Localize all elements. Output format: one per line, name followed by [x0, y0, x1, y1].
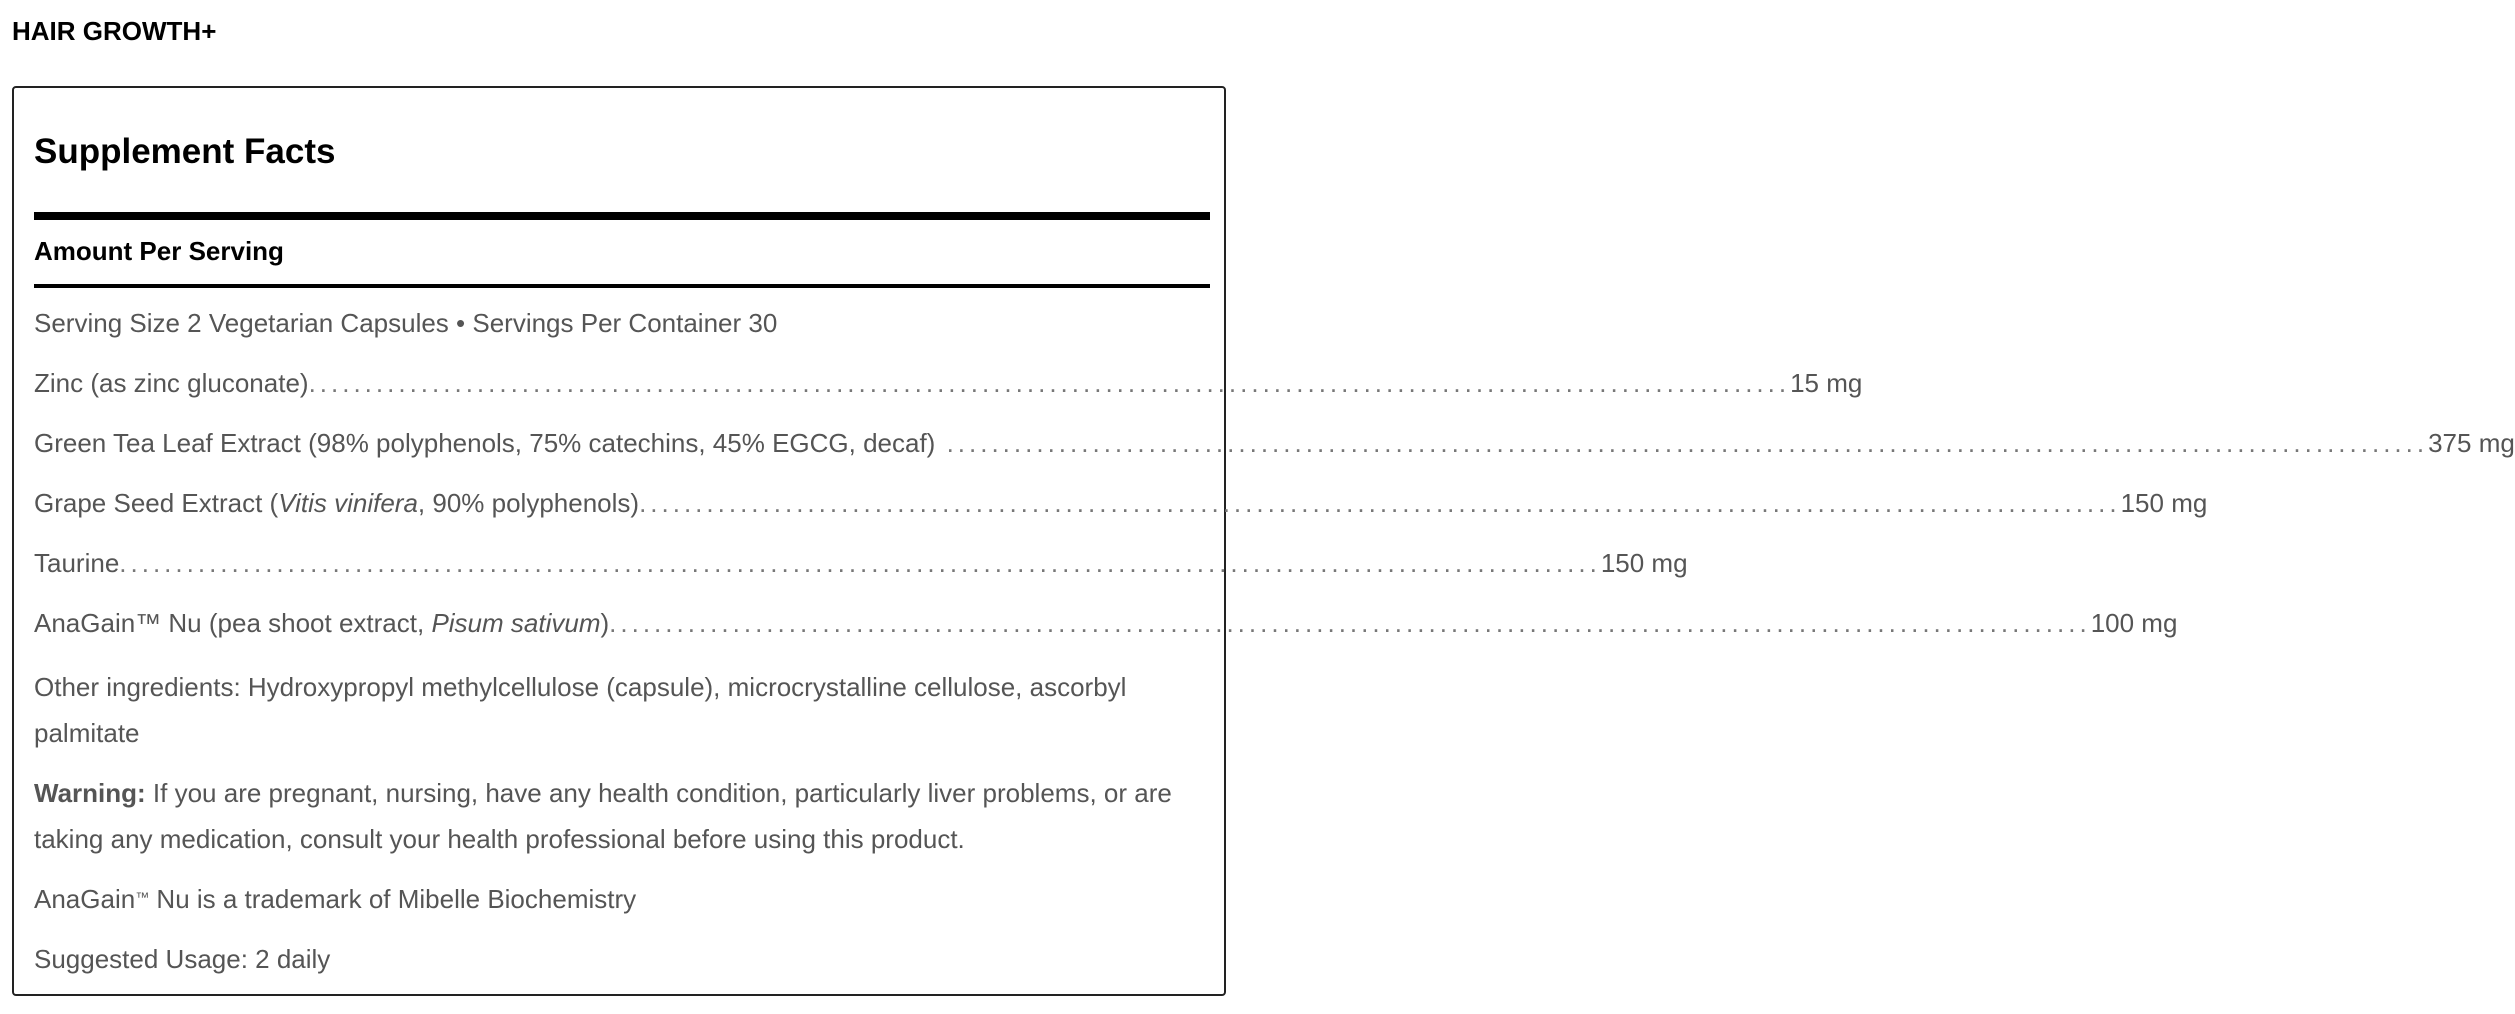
- ingredient-amount: 150 mg: [1600, 548, 1688, 578]
- dot-leader: ....................................................................................................................................: [639, 488, 2121, 518]
- dot-leader: ....................................................................................................................................: [935, 428, 2429, 458]
- thin-divider: [34, 284, 1210, 288]
- warning-text: Warning: If you are pregnant, nursing, have any health condition, particularly liver problems, or are taking any medication, consult your health professional before using this product.: [34, 778, 1172, 854]
- ingredient-amount: 15 mg: [1790, 368, 1863, 398]
- ingredient-name: Taurine: [34, 548, 120, 578]
- ingredient-name: Zinc (as zinc gluconate): [34, 368, 309, 398]
- ingredient-row-zinc: [34, 368, 1863, 402]
- ingredient-row-green-tea: [34, 428, 2515, 462]
- ingredient-name: AnaGain™ Nu (pea shoot extract, Pisum sativum): [34, 608, 610, 638]
- warning-label: Warning:: [34, 778, 146, 808]
- amount-per-serving-heading: Amount Per Serving: [34, 236, 284, 266]
- ingredient-name: Grape Seed Extract (Vitis vinifera, 90% polyphenols): [34, 488, 640, 518]
- thick-divider: [34, 212, 1210, 220]
- other-ingredients: Other ingredients: Hydroxypropyl methylcellulose (capsule), microcrystalline cellulose, ascorbyl palmitate: [34, 672, 1127, 748]
- ingredient-amount: 100 mg: [2090, 608, 2178, 638]
- serving-size-line: Serving Size 2 Vegetarian Capsules • Servings Per Container 30: [34, 308, 778, 338]
- ingredient-row-anagain: [34, 608, 2178, 642]
- ingredient-row-grape-seed: [34, 488, 2208, 522]
- ingredient-row-taurine: [34, 548, 1688, 582]
- supplement-facts-heading: Supplement Facts: [34, 132, 336, 171]
- suggested-usage: Suggested Usage: 2 daily: [34, 944, 331, 974]
- supplement-facts-panel: [12, 86, 2515, 996]
- dot-leader: ....................................................................................................................................: [609, 608, 2091, 638]
- ingredient-name: Green Tea Leaf Extract (98% polyphenols, 75% catechins, 45% EGCG, decaf): [34, 428, 936, 458]
- product-title: HAIR GROWTH+: [12, 16, 217, 46]
- dot-leader: ....................................................................................................................................: [119, 548, 1601, 578]
- ingredient-amount: 150 mg: [2120, 488, 2208, 518]
- dot-leader: ....................................................................................................................................: [308, 368, 1791, 398]
- trademark-note: AnaGain™ Nu is a trademark of Mibelle Biochemistry: [34, 884, 637, 914]
- ingredient-amount: 375 mg: [2428, 428, 2515, 458]
